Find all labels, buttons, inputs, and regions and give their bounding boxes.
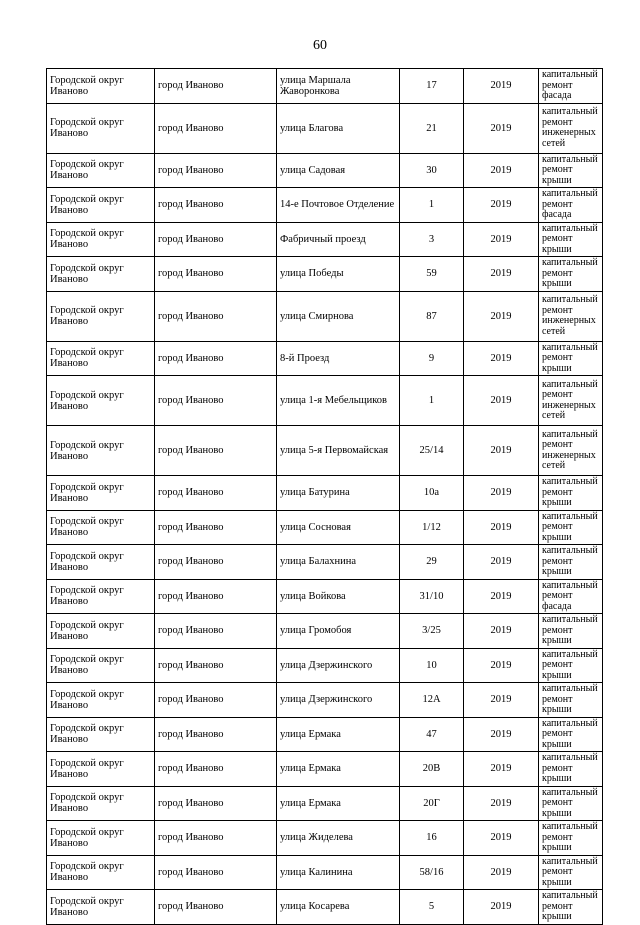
- table-row: [47, 752, 603, 787]
- work-type-cell: капитальный ремонт крыши: [539, 476, 603, 511]
- city-cell: город Иваново: [155, 103, 277, 153]
- street-cell: улица Калинина: [277, 855, 400, 890]
- okrug-cell: Городской округ Иваново: [47, 222, 155, 257]
- okrug-cell: Городской округ Иваново: [47, 683, 155, 718]
- work-type-cell: капитальный ремонт крыши: [539, 545, 603, 580]
- okrug-cell: Городской округ Иваново: [47, 291, 155, 341]
- work-type-cell: капитальный ремонт фасада: [539, 188, 603, 223]
- year-cell: 2019: [464, 153, 539, 188]
- work-type-cell: капитальный ремонт крыши: [539, 510, 603, 545]
- okrug-cell: Городской округ Иваново: [47, 341, 155, 376]
- year-cell: 2019: [464, 855, 539, 890]
- city-cell: город Иваново: [155, 153, 277, 188]
- street-cell: улица 5-я Первомайская: [277, 426, 400, 476]
- page-number: 60: [313, 38, 327, 53]
- house-number-cell: 30: [400, 153, 464, 188]
- work-type-cell: капитальный ремонт крыши: [539, 683, 603, 718]
- year-cell: 2019: [464, 376, 539, 426]
- year-cell: 2019: [464, 545, 539, 580]
- work-type-cell: капитальный ремонт крыши: [539, 341, 603, 376]
- table-body: [47, 69, 603, 925]
- street-cell: улица Смирнова: [277, 291, 400, 341]
- year-cell: 2019: [464, 786, 539, 821]
- table-row: [47, 257, 603, 292]
- house-number-cell: 20В: [400, 752, 464, 787]
- work-type-cell: капитальный ремонт крыши: [539, 153, 603, 188]
- work-type-cell: капитальный ремонт крыши: [539, 614, 603, 649]
- okrug-cell: Городской округ Иваново: [47, 786, 155, 821]
- city-cell: город Иваново: [155, 222, 277, 257]
- house-number-cell: 5: [400, 890, 464, 925]
- table-row: [47, 222, 603, 257]
- city-cell: город Иваново: [155, 648, 277, 683]
- table-row: [47, 579, 603, 614]
- street-cell: улица Громобоя: [277, 614, 400, 649]
- work-type-cell: капитальный ремонт крыши: [539, 648, 603, 683]
- city-cell: город Иваново: [155, 188, 277, 223]
- table-row: [47, 376, 603, 426]
- street-cell: улица Сосновая: [277, 510, 400, 545]
- table-row: [47, 648, 603, 683]
- okrug-cell: Городской округ Иваново: [47, 426, 155, 476]
- house-number-cell: 10: [400, 648, 464, 683]
- work-type-cell: капитальный ремонт крыши: [539, 222, 603, 257]
- city-cell: город Иваново: [155, 890, 277, 925]
- city-cell: город Иваново: [155, 476, 277, 511]
- year-cell: 2019: [464, 648, 539, 683]
- table-row: [47, 153, 603, 188]
- work-type-cell: капитальный ремонт инженерных сетей: [539, 291, 603, 341]
- year-cell: 2019: [464, 821, 539, 856]
- house-number-cell: 47: [400, 717, 464, 752]
- repair-schedule-table: [46, 68, 603, 925]
- work-type-cell: капитальный ремонт крыши: [539, 752, 603, 787]
- city-cell: город Иваново: [155, 752, 277, 787]
- okrug-cell: Городской округ Иваново: [47, 103, 155, 153]
- work-type-cell: капитальный ремонт фасада: [539, 579, 603, 614]
- work-type-cell: капитальный ремонт крыши: [539, 890, 603, 925]
- city-cell: город Иваново: [155, 69, 277, 104]
- city-cell: город Иваново: [155, 579, 277, 614]
- okrug-cell: Городской округ Иваново: [47, 752, 155, 787]
- work-type-cell: капитальный ремонт крыши: [539, 786, 603, 821]
- house-number-cell: 16: [400, 821, 464, 856]
- house-number-cell: 9: [400, 341, 464, 376]
- street-cell: улица Садовая: [277, 153, 400, 188]
- year-cell: 2019: [464, 752, 539, 787]
- year-cell: 2019: [464, 890, 539, 925]
- okrug-cell: Городской округ Иваново: [47, 476, 155, 511]
- house-number-cell: 1/12: [400, 510, 464, 545]
- house-number-cell: 58/16: [400, 855, 464, 890]
- okrug-cell: Городской округ Иваново: [47, 153, 155, 188]
- city-cell: город Иваново: [155, 510, 277, 545]
- city-cell: город Иваново: [155, 683, 277, 718]
- table-row: [47, 188, 603, 223]
- year-cell: 2019: [464, 476, 539, 511]
- table-row: [47, 890, 603, 925]
- table-row: [47, 786, 603, 821]
- house-number-cell: 17: [400, 69, 464, 104]
- table-row: [47, 821, 603, 856]
- year-cell: 2019: [464, 510, 539, 545]
- city-cell: город Иваново: [155, 717, 277, 752]
- street-cell: улица Благова: [277, 103, 400, 153]
- work-type-cell: капитальный ремонт крыши: [539, 855, 603, 890]
- table-row: [47, 717, 603, 752]
- street-cell: улица Маршала Жаворонкова: [277, 69, 400, 104]
- work-type-cell: капитальный ремонт крыши: [539, 717, 603, 752]
- year-cell: 2019: [464, 69, 539, 104]
- year-cell: 2019: [464, 614, 539, 649]
- house-number-cell: 87: [400, 291, 464, 341]
- okrug-cell: Городской округ Иваново: [47, 717, 155, 752]
- okrug-cell: Городской округ Иваново: [47, 69, 155, 104]
- city-cell: город Иваново: [155, 291, 277, 341]
- year-cell: 2019: [464, 426, 539, 476]
- year-cell: 2019: [464, 579, 539, 614]
- work-type-cell: капитальный ремонт крыши: [539, 821, 603, 856]
- okrug-cell: Городской округ Иваново: [47, 510, 155, 545]
- house-number-cell: 29: [400, 545, 464, 580]
- city-cell: город Иваново: [155, 426, 277, 476]
- table-row: [47, 103, 603, 153]
- year-cell: 2019: [464, 341, 539, 376]
- city-cell: город Иваново: [155, 614, 277, 649]
- work-type-cell: капитальный ремонт крыши: [539, 257, 603, 292]
- street-cell: 14-е Почтовое Отделение: [277, 188, 400, 223]
- house-number-cell: 20Г: [400, 786, 464, 821]
- okrug-cell: Городской округ Иваново: [47, 648, 155, 683]
- city-cell: город Иваново: [155, 786, 277, 821]
- street-cell: 8-й Проезд: [277, 341, 400, 376]
- table-row: [47, 614, 603, 649]
- house-number-cell: 59: [400, 257, 464, 292]
- year-cell: 2019: [464, 291, 539, 341]
- house-number-cell: 3: [400, 222, 464, 257]
- city-cell: город Иваново: [155, 545, 277, 580]
- street-cell: улица 1-я Мебельщиков: [277, 376, 400, 426]
- okrug-cell: Городской округ Иваново: [47, 855, 155, 890]
- street-cell: улица Ермака: [277, 786, 400, 821]
- house-number-cell: 3/25: [400, 614, 464, 649]
- city-cell: город Иваново: [155, 341, 277, 376]
- table-row: [47, 341, 603, 376]
- street-cell: улица Батурина: [277, 476, 400, 511]
- street-cell: улица Ермака: [277, 752, 400, 787]
- city-cell: город Иваново: [155, 257, 277, 292]
- year-cell: 2019: [464, 257, 539, 292]
- house-number-cell: 31/10: [400, 579, 464, 614]
- house-number-cell: 1: [400, 188, 464, 223]
- okrug-cell: Городской округ Иваново: [47, 579, 155, 614]
- table-row: [47, 683, 603, 718]
- okrug-cell: Городской округ Иваново: [47, 188, 155, 223]
- year-cell: 2019: [464, 222, 539, 257]
- house-number-cell: 1: [400, 376, 464, 426]
- table-row: [47, 855, 603, 890]
- street-cell: улица Ермака: [277, 717, 400, 752]
- house-number-cell: 25/14: [400, 426, 464, 476]
- okrug-cell: Городской округ Иваново: [47, 545, 155, 580]
- street-cell: улица Войкова: [277, 579, 400, 614]
- city-cell: город Иваново: [155, 821, 277, 856]
- year-cell: 2019: [464, 683, 539, 718]
- table-row: [47, 69, 603, 104]
- year-cell: 2019: [464, 188, 539, 223]
- house-number-cell: 12А: [400, 683, 464, 718]
- street-cell: улица Косарева: [277, 890, 400, 925]
- table-row: [47, 476, 603, 511]
- street-cell: улица Жиделева: [277, 821, 400, 856]
- work-type-cell: капитальный ремонт инженерных сетей: [539, 103, 603, 153]
- work-type-cell: капитальный ремонт инженерных сетей: [539, 426, 603, 476]
- city-cell: город Иваново: [155, 376, 277, 426]
- street-cell: улица Дзержинского: [277, 648, 400, 683]
- house-number-cell: 10а: [400, 476, 464, 511]
- okrug-cell: Городской округ Иваново: [47, 257, 155, 292]
- year-cell: 2019: [464, 103, 539, 153]
- year-cell: 2019: [464, 717, 539, 752]
- table-row: [47, 291, 603, 341]
- okrug-cell: Городской округ Иваново: [47, 614, 155, 649]
- okrug-cell: Городской округ Иваново: [47, 376, 155, 426]
- street-cell: улица Балахнина: [277, 545, 400, 580]
- street-cell: улица Победы: [277, 257, 400, 292]
- table-row: [47, 426, 603, 476]
- work-type-cell: капитальный ремонт фасада: [539, 69, 603, 104]
- street-cell: улица Дзержинского: [277, 683, 400, 718]
- street-cell: Фабричный проезд: [277, 222, 400, 257]
- city-cell: город Иваново: [155, 855, 277, 890]
- table-row: [47, 510, 603, 545]
- table-row: [47, 545, 603, 580]
- work-type-cell: капитальный ремонт инженерных сетей: [539, 376, 603, 426]
- okrug-cell: Городской округ Иваново: [47, 821, 155, 856]
- okrug-cell: Городской округ Иваново: [47, 890, 155, 925]
- house-number-cell: 21: [400, 103, 464, 153]
